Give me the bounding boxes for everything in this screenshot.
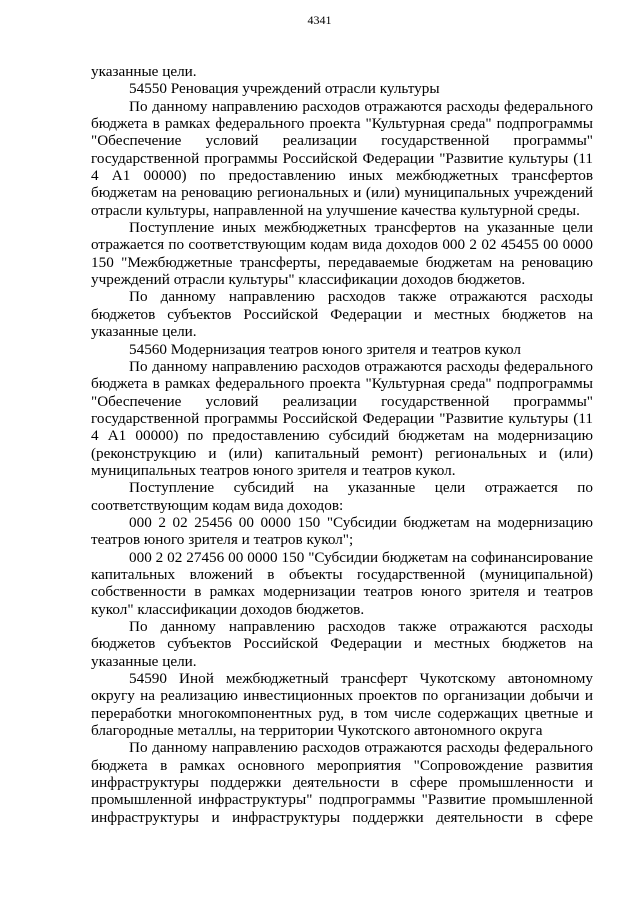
paragraph: По данному направлению расходов отражаются расходы федерального бюджета в рамках основного мероприятия "Сопровождение развития инфраструктуры поддержки деятельности в сфере промышленности и промышленной инфраструктуры" подпрограммы "Развитие промышленной инфраструктуры и инфраструктуры поддержки деятельности в сфере <box>91 739 593 826</box>
paragraph: 000 2 02 25456 00 0000 150 "Субсидии бюджетам на модернизацию театров юного зрителя и театров кукол"; <box>91 513 593 549</box>
paragraph: 54550 Реновация учреждений отрасли культуры <box>129 80 440 98</box>
paragraph: 54560 Модернизация театров юного зрителя и театров кукол <box>129 340 521 358</box>
paragraph: По данному направлению расходов также отражаются расходы бюджетов субъектов Российской Федерации и местных бюджетов на указанные цели. <box>91 288 593 341</box>
paragraph: 54590 Иной межбюджетный трансферт Чукотскому автономному округу на реализацию инвестиционных проектов по организации добычи и переработки многокомпонентных руд, в том числе содержащих цветные и благородные металлы, на территории Чукотского автономного округа <box>91 670 593 740</box>
paragraph: Поступление иных межбюджетных трансфертов на указанные цели отражается по соответствующим кодам вида доходов 000 2 02 45455 00 0000 150 "Межбюджетные трансферты, передаваемые бюджетам на реновацию учреждений отрасли культуры" классификации доходов бюджетов. <box>91 219 593 289</box>
paragraph: 000 2 02 27456 00 0000 150 "Субсидии бюджетам на софинансирование капитальных вложений в объекты государственной (муниципальной) собственности в рамках модернизации театров юного зрителя и театров кукол" классификации доходов бюджетов. <box>91 548 593 618</box>
paragraph: Поступление субсидий на указанные цели отражается по соответствующим кодам вида доходов: <box>91 479 593 514</box>
paragraph: По данному направлению расходов также отражаются расходы бюджетов субъектов Российской Федерации и местных бюджетов на указанные цели. <box>91 618 593 670</box>
paragraph: указанные цели. <box>91 63 197 80</box>
page-number: 4341 <box>307 13 332 27</box>
document-body <box>91 63 593 826</box>
paragraph: По данному направлению расходов отражаются расходы федерального бюджета в рамках федерального проекта "Культурная среда" подпрограммы "Обеспечение условий реализации государственной программы" государственной программы Российской Федерации "Развитие культуры (11 4 А1 00000) по предоставлению иных межбюджетных трансфертов бюджетам на реновацию региональных и (или) муниципальных учреждений отрасли культуры, направленной на улучшение качества культурной среды. <box>91 97 593 219</box>
paragraph: По данному направлению расходов отражаются расходы федерального бюджета в рамках федерального проекта "Культурная среда" подпрограммы "Обеспечение условий реализации государственной программы" государственной программы Российской Федерации "Развитие культуры (11 4 А1 00000) по предоставлению субсидий бюджетам на модернизацию (реконструкцию и (или) капитальный ремонт) региональных и (или) муниципальных театров юного зрителя и театров кукол. <box>91 357 593 479</box>
